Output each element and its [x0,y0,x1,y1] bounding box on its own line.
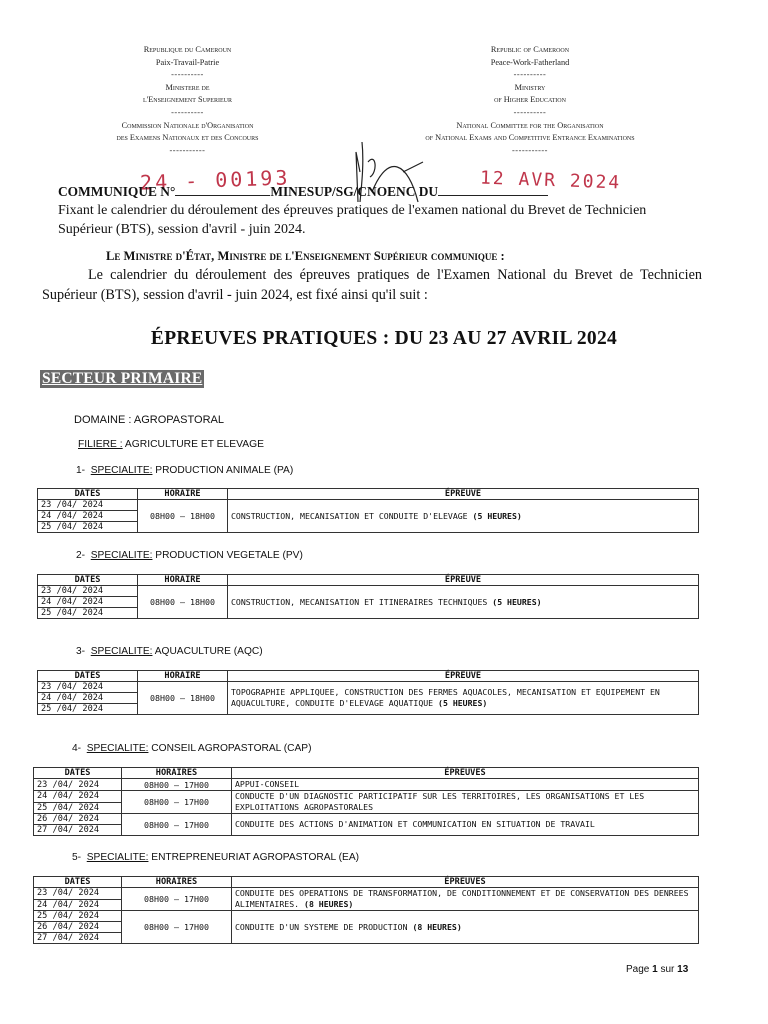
page-indicator [626,964,688,975]
table-header-row [38,575,699,586]
time-cell: 08H00 – 17H00 [122,791,232,814]
column-header: HORAIRE [138,575,228,586]
date-cell: 25 /04/ 2024 [34,802,122,814]
schedule-table [33,876,699,944]
column-header: ÉPREUVE [228,671,699,682]
header-right-line: Peace-Work-Fatherland [490,57,570,67]
header-right-line: of National Exams and Competitive Entrance Examinations [425,133,635,143]
specialty-heading [76,646,263,657]
specialty-name: CONSEIL AGROPASTORAL (CAP) [148,743,312,754]
header-separator: ---------- [513,70,547,80]
exam-duration: (5 HEURES) [438,698,488,708]
column-header: HORAIRE [138,671,228,682]
exam-cell [232,779,699,791]
specialty-label: SPECIALITE: [90,550,153,561]
date-cell: 27 /04/ 2024 [34,933,122,944]
column-header: ÉPREUVE [228,489,699,500]
header-right-line: National Committee for the Organisation [456,120,604,130]
header-left-line: l'Enseignement Superieur [143,95,232,105]
pager-prefix: Page [626,964,653,975]
time-cell: 08H00 – 18H00 [138,500,228,533]
header-left-line: Commission Nationale d'Organisation [121,120,254,130]
sector-heading: SECTEUR PRIMAIRE [42,370,203,387]
table-row [38,586,699,597]
specialty-number: 3- [76,646,86,657]
header-right [400,44,660,157]
exam-duration: (5 HEURES) [472,510,522,521]
minister-line: Le Ministre d'État, Ministre de l'Enseignement Supérieur communique : [106,249,505,263]
column-header: DATES [38,489,138,500]
column-header: ÉPREUVES [232,768,699,779]
schedule-table [37,488,699,533]
pager-middle: sur [657,964,678,975]
table-header-row [38,671,699,682]
exam-text: CONDUITE D'UN SYSTEME DE PRODUCTION [235,921,413,932]
date-cell: 24 /04/ 2024 [34,899,122,911]
specialty-heading [76,465,293,476]
exam-duration: (8 HEURES) [304,899,354,909]
exam-text: CONDUITE DES OPERATIONS DE TRANSFORMATION, DE CONDITIONNEMENT ET DE CONSERVATION DES DENREES ALIMENTAIRES. [235,888,689,909]
exam-text: APPUI-CONSEIL [235,779,300,789]
specialty-number: 5- [72,852,82,863]
date-cell: 26 /04/ 2024 [34,922,122,933]
communique-middle: MINESUP/SG/CNOENC DU [270,184,439,199]
header-right-line: Republic of Cameroon [490,45,570,54]
date-cell: 26 /04/ 2024 [34,814,122,825]
body-text: Le calendrier du déroulement des épreuves pratiques de l'Examen National du Brevet de Technicien Supérieur (BTS), session d'avril - juin 2024, est fixé ainsi qu'il suit : [42,267,702,303]
time-cell: 08H00 – 17H00 [122,911,232,944]
exam-text: CONSTRUCTION, MECANISATION ET CONDUITE D'ELEVAGE [231,510,473,521]
specialty-label: SPECIALITE: [86,743,149,754]
time-cell: 08H00 – 17H00 [122,779,232,791]
date-cell: 24 /04/ 2024 [38,597,138,608]
exam-cell [228,682,699,715]
exam-cell [232,791,699,814]
date-cell: 23 /04/ 2024 [38,500,138,511]
date-cell: 23 /04/ 2024 [38,682,138,693]
header-separator: ---------- [171,70,204,80]
specialty-name: PRODUCTION VEGETALE (PV) [152,550,303,561]
exam-cell [232,911,699,944]
specialty-number: 1- [76,465,86,476]
header-separator: ---------- [513,107,547,117]
table-row [38,500,699,511]
stamp-number: 24 - 00193 [139,165,291,195]
column-header: DATES [34,768,122,779]
column-header: HORAIRES [122,768,232,779]
table-row [38,682,699,693]
table-header-row [38,489,699,500]
communique-prefix: COMMUNIQUE N° [58,184,176,199]
date-blank [438,183,548,196]
schedule-table [33,767,699,836]
specialty-number: 4- [72,743,82,754]
table-row [34,779,699,791]
specialty-label: SPECIALITE: [90,646,153,657]
exam-cell [228,586,699,619]
header-left-line: Ministere de [165,82,210,92]
date-cell: 24 /04/ 2024 [34,791,122,803]
time-cell: 08H00 – 18H00 [138,586,228,619]
time-cell: 08H00 – 18H00 [138,682,228,715]
signature-scribble [348,132,438,212]
exam-text: CONSTRUCTION, MECANISATION ET ITINERAIRES TECHNIQUES [231,596,493,607]
time-cell: 08H00 – 17H00 [122,814,232,836]
fixant-text: Fixant le calendrier du déroulement des épreuves pratiques de l'examen national du Brevet de Technicien Supérieur (BTS), session d'avril - juin 2024. [58,203,647,237]
stamp-date: 12 AVR 2024 [479,167,622,194]
specialty-label: SPECIALITE: [90,465,153,476]
exam-text: TOPOGRAPHIE APPLIQUEE, CONSTRUCTION DES FERMES AQUACOLES, MECANISATION ET EQUIPEMENT EN AQUACULTURE, CONDUITE D'ELEVAGE AQUATIQUE [231,687,660,708]
header-right-line: Ministry [514,82,546,92]
header-separator: ----------- [512,145,548,155]
header-separator: ----------- [169,145,206,155]
specialty-heading [72,743,312,754]
date-cell: 23 /04/ 2024 [34,888,122,900]
table-row [34,911,699,922]
main-title: ÉPREUVES PRATIQUES : DU 23 AU 27 AVRIL 2024 [150,328,618,349]
column-header: DATES [38,575,138,586]
exam-duration: (5 HEURES) [492,596,542,607]
number-blank [175,183,270,196]
date-cell: 24 /04/ 2024 [38,511,138,522]
specialty-heading [72,852,359,863]
column-header: ÉPREUVES [232,877,699,888]
header-left-line: Republique du Cameroun [143,45,232,54]
date-cell: 25 /04/ 2024 [38,704,138,715]
pager-current: 1 [652,964,658,975]
date-cell: 24 /04/ 2024 [38,693,138,704]
column-header: DATES [34,877,122,888]
header-right-line: of Higher Education [494,95,566,105]
specialty-name: PRODUCTION ANIMALE (PA) [152,465,294,476]
table-header-row [34,877,699,888]
domaine-label: DOMAINE : AGROPASTORAL [74,414,224,426]
schedule-table [37,670,699,715]
schedule-table [37,574,699,619]
table-header-row [34,768,699,779]
pager-total: 13 [677,964,689,975]
specialty-label: SPECIALITE: [86,852,149,863]
table-row [34,888,699,900]
column-header: HORAIRES [122,877,232,888]
exam-cell [232,814,699,836]
exam-text: CONDUITE DES ACTIONS D'ANIMATION ET COMMUNICATION EN SITUATION DE TRAVAIL [235,819,595,829]
exam-cell [228,500,699,533]
filiere-value: AGRICULTURE ET ELEVAGE [122,439,264,450]
time-cell: 08H00 – 17H00 [122,888,232,911]
specialty-name: AQUACULTURE (AQC) [152,646,263,657]
exam-duration: (8 HEURES) [412,921,462,932]
header-left [70,44,305,157]
specialty-name: ENTREPRENEURIAT AGROPASTORAL (EA) [148,852,360,863]
filiere-label: FILIERE : [78,439,123,450]
table-row [34,814,699,825]
date-cell: 25 /04/ 2024 [38,608,138,619]
communique-line [58,183,548,200]
date-cell: 23 /04/ 2024 [34,779,122,791]
date-cell: 25 /04/ 2024 [38,522,138,533]
specialty-number: 2- [76,550,86,561]
date-cell: 25 /04/ 2024 [34,911,122,922]
header-separator: ---------- [171,107,204,117]
column-header: ÉPREUVE [228,575,699,586]
date-cell: 27 /04/ 2024 [34,825,122,836]
filiere-line [78,439,264,450]
header-left-line: Paix-Travail-Patrie [155,57,220,67]
exam-text: CONDUCTE D'UN DIAGNOSTIC PARTICIPATIF SUR LES TERRITOIRES, LES ORGANISATIONS ET LES EXPLOITATIONS AGROPASTORALES [235,791,645,812]
header-left-line: des Examens Nationaux et des Concours [116,133,259,143]
column-header: DATES [38,671,138,682]
date-cell: 23 /04/ 2024 [38,586,138,597]
specialty-heading [76,550,303,561]
column-header: HORAIRE [138,489,228,500]
exam-cell [232,888,699,911]
table-row [34,791,699,803]
